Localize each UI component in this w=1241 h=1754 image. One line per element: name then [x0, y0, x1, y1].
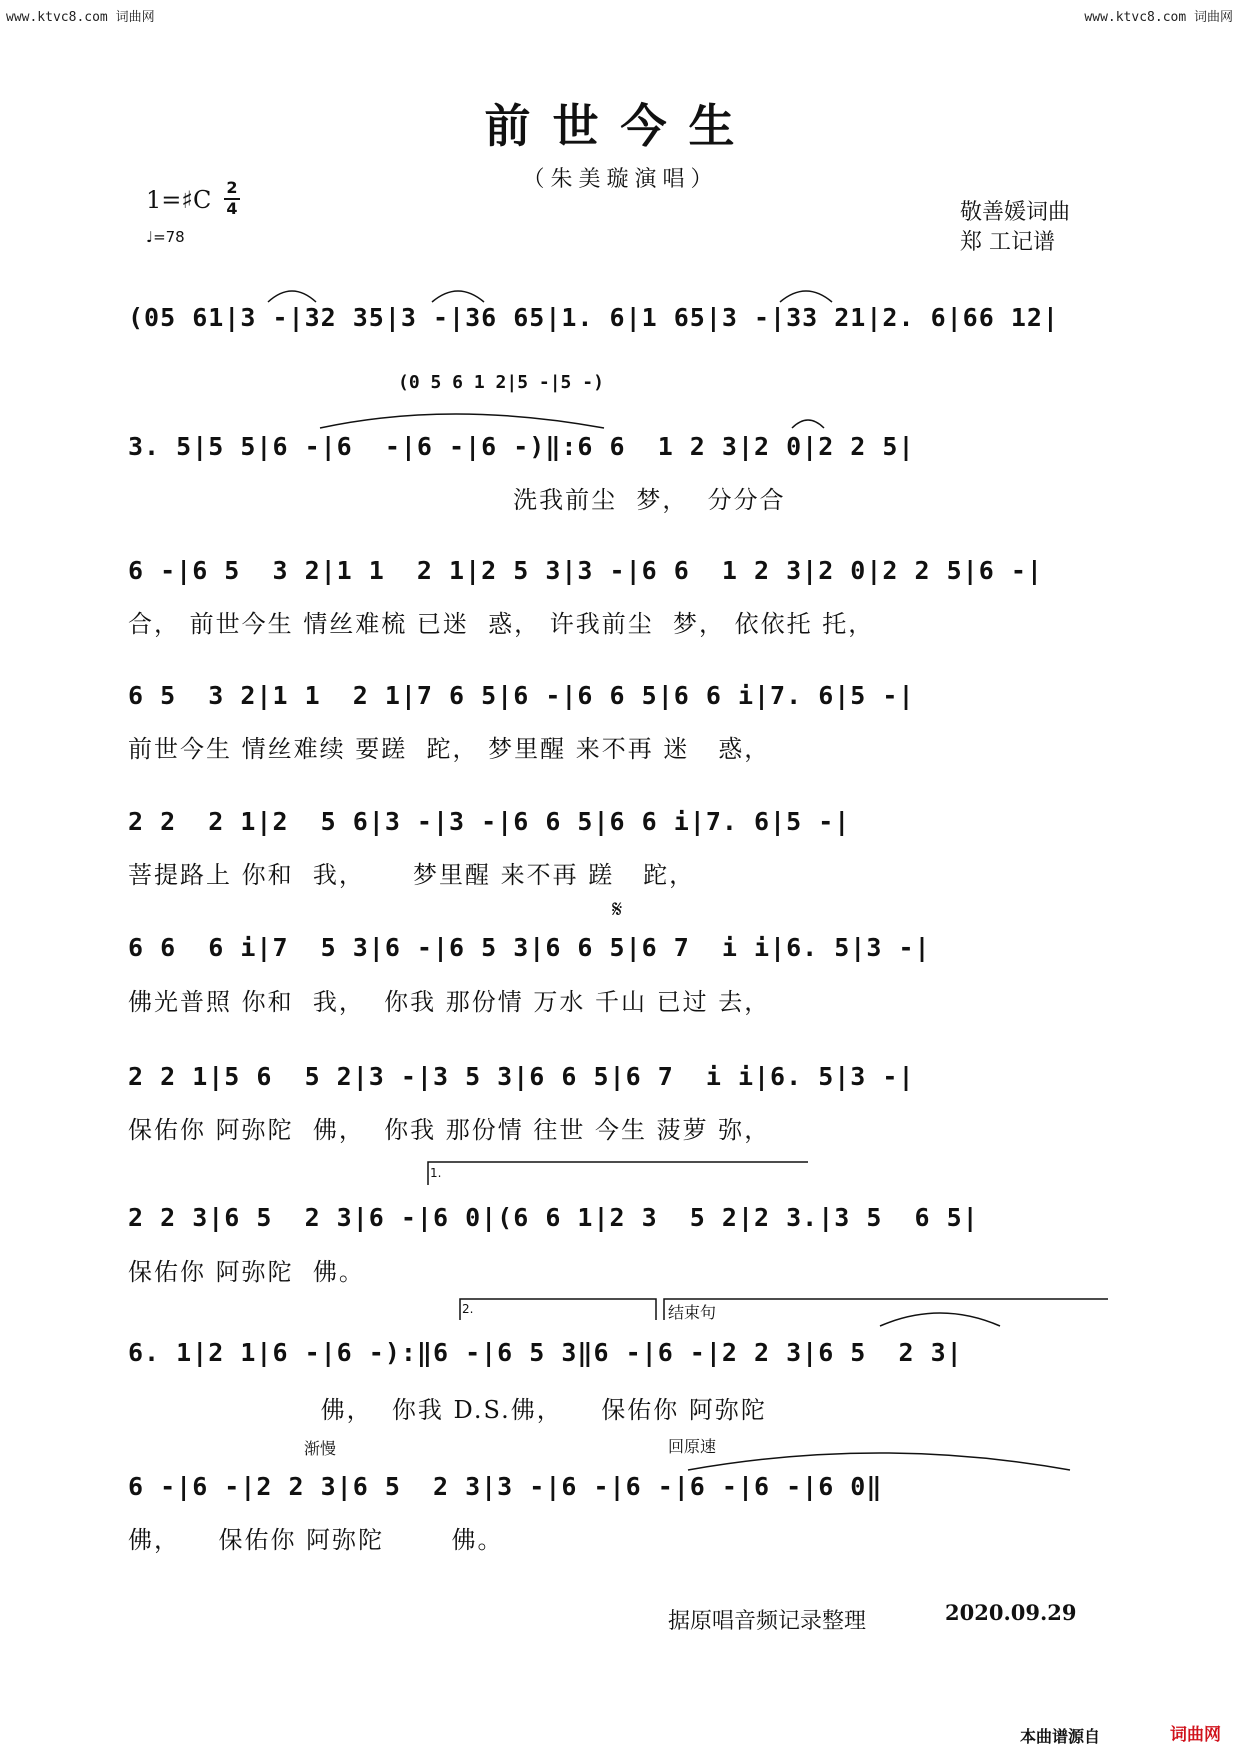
- tempo-mark: ♩=78: [146, 228, 185, 246]
- key-signature: 1=♯C: [146, 186, 212, 214]
- staff-line-10: 6 -|6 -|2 2 3|6 5 2 3|3 -|6 -|6 -|6 -|6 -|6 0‖: [128, 1472, 883, 1501]
- lyric-line-5: 菩提路上 你和 我， 梦里醒 来不再 蹉 跎，: [128, 861, 696, 889]
- staff-line-1: (05 61|3 -|32 35|3 -|36 65|1. 6|1 65|3 -|33 21|2. 6|66 12|: [128, 303, 1059, 332]
- lyric-line-10: 佛， 保佑你 阿弥陀 佛。: [128, 1526, 504, 1554]
- intro-small: (0 5 6 1 2|5 -|5 -): [398, 372, 604, 393]
- lyric-line-8: 保佑你 阿弥陀 佛。: [128, 1258, 365, 1286]
- site-logo[interactable]: 词曲网: [1170, 1725, 1221, 1745]
- staff-line-8: 2 2 3|6 5 2 3|6 -|6 0|(6 6 1|2 3 5 2|2 3.|3 5 6 5|: [128, 1203, 979, 1232]
- volta-1-label: 1.: [430, 1166, 442, 1180]
- lyric-line-6: 佛光普照 你和 我， 你我 那份情 万水 千山 已过 去，: [128, 988, 771, 1016]
- lyrics-music-credit: 敬善媛词曲: [960, 200, 1071, 225]
- volta-2-label: 2.: [462, 1302, 474, 1316]
- segno-mark: 𝄋: [612, 895, 623, 923]
- staff-line-5: 2 2 2 1|2 5 6|3 -|3 -|6 6 5|6 6 i|7. 6|5 -|: [128, 807, 851, 836]
- lyric-line-2: 洗我前尘 梦， 分分合: [128, 486, 786, 514]
- time-sig-denominator: 4: [226, 199, 238, 218]
- lyric-line-3: 合， 前世今生 情丝难梳 已迷 惑， 许我前尘 梦， 依依托 托，: [128, 610, 875, 638]
- ritardando-mark: 渐慢: [304, 1439, 337, 1458]
- lyric-line-7: 保佑你 阿弥陀 佛， 你我 那份情 往世 今生 菠萝 弥，: [128, 1116, 771, 1144]
- staff-line-6: 6 6 6 i|7 5 3|6 -|6 5 3|6 6 5|6 7 i i|6. 5|3 -|: [128, 933, 931, 962]
- ending-label: 结束句: [668, 1303, 717, 1322]
- source-note: 据原唱音频记录整理: [668, 1609, 867, 1634]
- staff-line-2: 3. 5|5 5|6 -|6 -|6 -|6 -)‖:6 6 1 2 3|2 0|2 2 5|: [128, 432, 915, 461]
- date: 2020.09.29: [945, 1600, 1077, 1625]
- watermark-left: www.ktvc8.com 词曲网: [6, 10, 155, 25]
- staff-line-3: 6 -|6 5 3 2|1 1 2 1|2 5 3|3 -|6 6 1 2 3|2 0|2 2 5|6 -|: [128, 556, 1043, 585]
- staff-line-9: 6. 1|2 1|6 -|6 -):‖6 -|6 5 3‖6 -|6 -|2 2 3|6 5 2 3|: [128, 1338, 963, 1367]
- a-tempo-mark: 回原速: [668, 1437, 717, 1456]
- staff-line-7: 2 2 1|5 6 5 2|3 -|3 5 3|6 6 5|6 7 i i|6. 5|3 -|: [128, 1062, 915, 1091]
- lyric-line-4: 前世今生 情丝难续 要蹉 跎， 梦里醒 来不再 迷 惑，: [128, 735, 771, 763]
- singer-credit: （朱美璇演唱）: [522, 167, 719, 192]
- transcriber-credit: 郑 工记谱: [960, 230, 1055, 255]
- footer-text: 本曲谱源自: [1020, 1727, 1101, 1746]
- song-title: 前世今生: [484, 99, 757, 153]
- staff-line-4: 6 5 3 2|1 1 2 1|7 6 5|6 -|6 6 5|6 6 i|7. 6|5 -|: [128, 681, 915, 710]
- watermark-right: www.ktvc8.com 词曲网: [1084, 10, 1233, 25]
- time-sig-numerator: 2: [226, 178, 238, 197]
- lyric-line-9: 佛， 你我 D.S.佛， 保佑你 阿弥陀: [128, 1396, 767, 1424]
